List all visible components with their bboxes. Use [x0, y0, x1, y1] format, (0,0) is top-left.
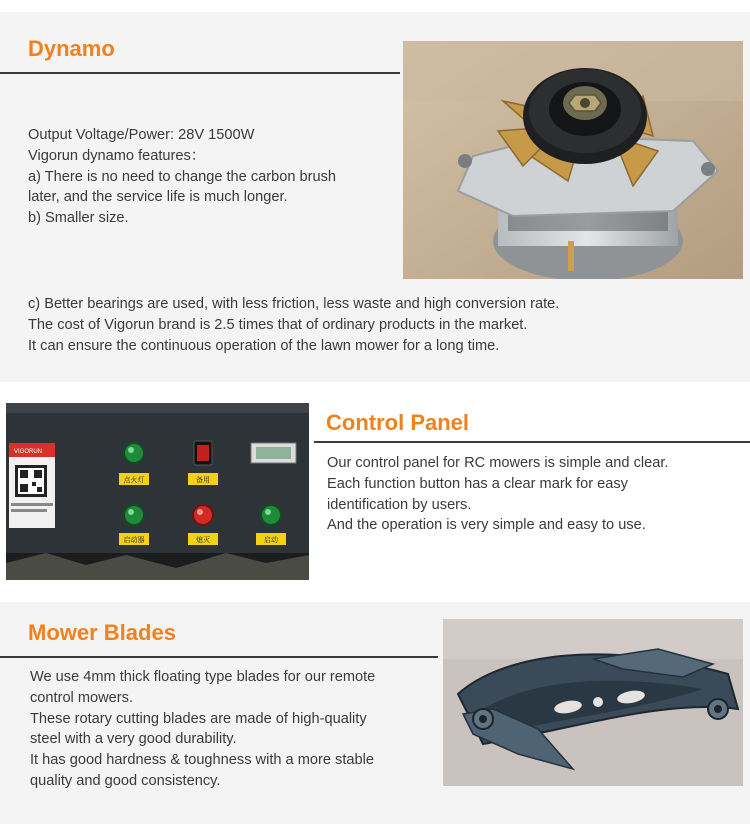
- button-label: 备用: [196, 476, 210, 484]
- dynamo-detail-text: [28, 294, 559, 356]
- mower-blades-line: steel with a very good durability.: [30, 731, 237, 748]
- control-panel-section: [0, 388, 750, 593]
- control-panel-line: Our control panel for RC mowers is simple and clear.: [327, 455, 669, 471]
- button-label: 点火灯: [123, 476, 145, 484]
- button-label: 启动: [264, 536, 278, 544]
- mower-blades-title: Mower Blades: [28, 620, 176, 645]
- dynamo-title: Dynamo: [28, 36, 115, 61]
- mower-blades-text: [30, 667, 375, 792]
- mower-blades-line: We use 4mm thick floating type blades for our remote: [30, 669, 376, 685]
- dynamo-detail-line: c) Better bearings are used, with less friction, less waste and high conversion rate.: [28, 296, 560, 312]
- mower-blades-line: It has good hardness & toughness with a more stable: [30, 752, 374, 769]
- mower-blades-line: control mowers.: [30, 689, 133, 706]
- control-panel-text: [327, 453, 668, 536]
- dynamo-intro-line: Output Voltage/Power: 28V 1500W: [28, 127, 255, 143]
- mower-blades-section: [0, 602, 750, 824]
- dynamo-photo: [403, 41, 743, 279]
- mower-blades-photo: [443, 619, 743, 786]
- dynamo-detail-line: The cost of Vigorun brand is 2.5 times that of ordinary products in the market.: [28, 316, 528, 333]
- control-panel-line: Each function button has a clear mark for easy: [327, 475, 628, 492]
- dynamo-detail-line: It can ensure the continuous operation of the lawn mower for a long time.: [28, 337, 500, 354]
- dynamo-section: [0, 12, 750, 382]
- control-panel-title: Control Panel: [326, 410, 470, 435]
- button-label: 启动器: [123, 536, 145, 544]
- dynamo-intro-text: [28, 125, 336, 229]
- mower-blades-title-rule: [0, 656, 438, 658]
- dynamo-intro-line: later, and the service life is much longer.: [28, 189, 288, 206]
- control-panel-title-rule: [314, 441, 750, 443]
- dynamo-intro-line: a) There is no need to change the carbon brush: [28, 168, 337, 185]
- button-label: 熄灭: [196, 536, 210, 544]
- sticker-brand-text: VIGORUN: [14, 449, 43, 455]
- dynamo-intro-line: b) Smaller size.: [28, 210, 129, 227]
- control-panel-photo: [6, 403, 309, 580]
- mower-blades-line: These rotary cutting blades are made of high-quality: [30, 710, 367, 727]
- dynamo-title-rule: [0, 72, 400, 74]
- control-panel-line: identification by users.: [327, 496, 472, 513]
- control-panel-line: And the operation is very simple and easy to use.: [327, 517, 646, 534]
- dynamo-intro-line: Vigorun dynamo features：: [28, 147, 206, 164]
- mower-blades-line: quality and good consistency.: [30, 772, 221, 789]
